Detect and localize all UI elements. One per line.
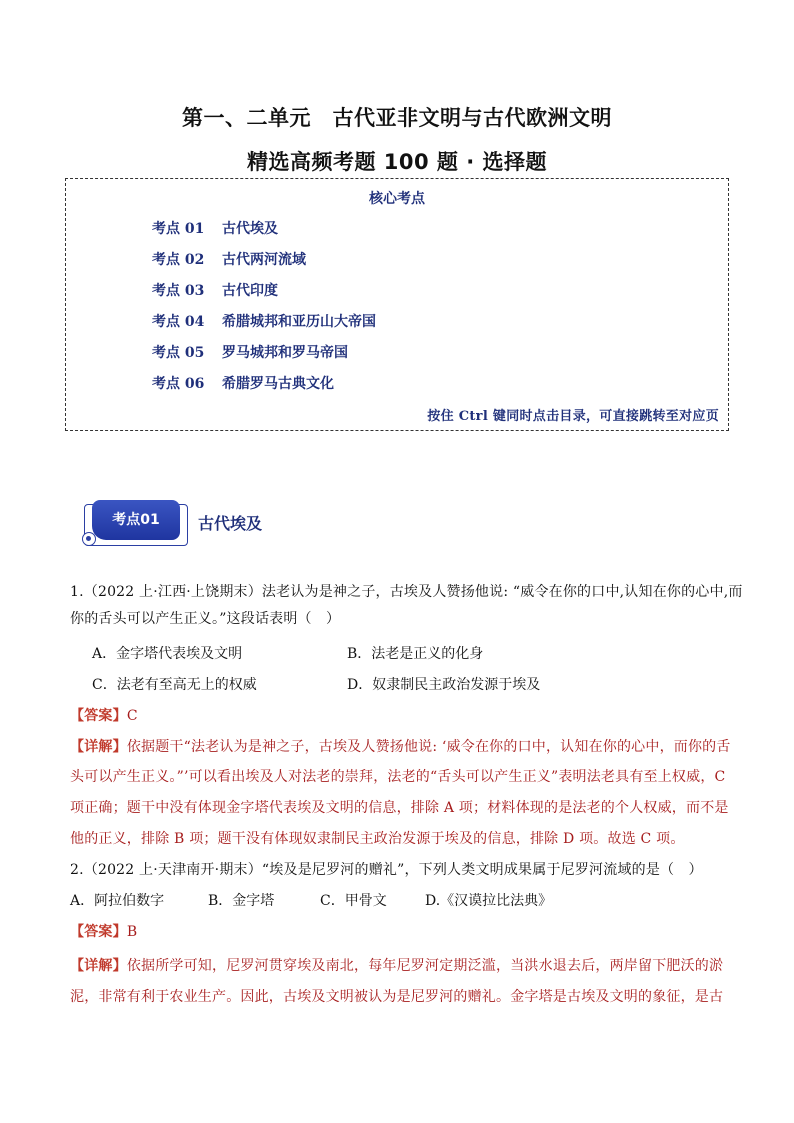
- q2-detail-line1: [70, 955, 723, 975]
- q2-answer: [70, 921, 137, 941]
- toc-heading: 核心考点: [369, 191, 425, 207]
- toc-item-label: 希腊城邦和亚历山大帝国: [222, 314, 376, 330]
- detail-label: 【详解】: [70, 739, 127, 755]
- toc-item-05[interactable]: [152, 342, 348, 362]
- toc-item-number: 考点 04: [152, 314, 205, 330]
- answer-label: 【答案】: [70, 708, 127, 724]
- toc-item-label: 古代埃及: [222, 221, 278, 237]
- bullet-dot-icon: [82, 532, 96, 546]
- q1-option-a: A．金字塔代表埃及文明: [92, 646, 243, 662]
- section-tab-label: 考点01: [92, 500, 180, 540]
- answer-value: C: [126, 708, 138, 724]
- toc-item-03[interactable]: [152, 280, 278, 300]
- toc-item-number: 考点 06: [152, 376, 205, 392]
- answer-label: 【答案】: [70, 924, 127, 940]
- toc-item-label: 古代印度: [222, 283, 278, 299]
- detail-label: 【详解】: [70, 958, 127, 974]
- q1-detail-line3: 项正确；题干中没有体现金字塔代表埃及文明的信息，排除 A 项；材料体现的是法老的个人权威，而不是: [70, 800, 729, 816]
- q1-option-b: B．法老是正义的化身: [347, 646, 484, 662]
- q2-option-c: C．甲骨文: [320, 893, 387, 909]
- toc-navigation-hint: 按住 Ctrl 键同时点击目录，可直接跳转至对应页: [427, 409, 719, 424]
- toc-item-label: 罗马城邦和罗马帝国: [222, 345, 348, 361]
- document-title: 第一、二单元 古代亚非文明与古代欧洲文明: [182, 106, 612, 130]
- q1-option-d: D．奴隶制民主政治发源于埃及: [347, 677, 541, 693]
- toc-item-number: 考点 01: [152, 221, 205, 237]
- toc-item-number: 考点 02: [152, 252, 205, 268]
- q2-option-d: D.《汉谟拉比法典》: [425, 893, 553, 909]
- q1-detail-line2: 头可以产生正义。”’可以看出埃及人对法老的崇拜，法老的“舌头可以产生正义”表明法老具有至上权威，C: [70, 769, 726, 785]
- toc-item-02[interactable]: [152, 249, 306, 269]
- detail-text: 依据所学可知，尼罗河贯穿埃及南北，每年尼罗河定期泛滥，当洪水退去后，两岸留下肥沃的淤: [126, 958, 724, 974]
- q1-detail-line4: 他的正义，排除 B 项；题干没有体现奴隶制民主政治发源于埃及的信息，排除 D 项。故选 C 项。: [70, 831, 685, 847]
- q1-stem-line2: 你的舌头可以产生正义。”这段话表明（ ）: [70, 611, 341, 627]
- q2-option-a: A．阿拉伯数字: [70, 893, 165, 909]
- toc-box: [65, 178, 729, 431]
- answer-value: B: [126, 924, 138, 940]
- toc-item-number: 考点 05: [152, 345, 205, 361]
- toc-item-label: 希腊罗马古典文化: [222, 376, 334, 392]
- q1-detail-line1: [70, 736, 731, 756]
- q1-option-c: C．法老有至高无上的权威: [92, 677, 257, 693]
- section-badge: [80, 498, 190, 550]
- toc-item-label: 古代两河流域: [222, 252, 306, 268]
- toc-item-number: 考点 03: [152, 283, 205, 299]
- section-title: 古代埃及: [198, 514, 263, 533]
- toc-item-01[interactable]: [152, 218, 278, 238]
- detail-text: 依据题干“法老认为是神之子，古埃及人赞扬他说: ‘威令在你的口中，认知在你的心中，而你的舌: [126, 739, 731, 755]
- q2-stem: 2.（2022 上·天津南开·期末）“埃及是尼罗河的赠礼”，下列人类文明成果属于尼罗河流域的是（ ）: [70, 862, 703, 878]
- q2-option-b: B．金字塔: [208, 893, 275, 909]
- toc-item-06[interactable]: [152, 373, 334, 393]
- q2-detail-line2: 泥，非常有利于农业生产。因此，古埃及文明被认为是尼罗河的赠礼。金字塔是古埃及文明的象征，是古: [70, 989, 724, 1005]
- q1-answer: [70, 705, 138, 725]
- toc-item-04[interactable]: [152, 311, 376, 331]
- q1-stem-line1: 1.（2022 上·江西·上饶期末）法老认为是神之子，古埃及人赞扬他说: “威令在你的口中,认知在你的心中,而: [70, 584, 743, 600]
- document-subtitle: 精选高频考题 100 题 · 选择题: [246, 150, 548, 174]
